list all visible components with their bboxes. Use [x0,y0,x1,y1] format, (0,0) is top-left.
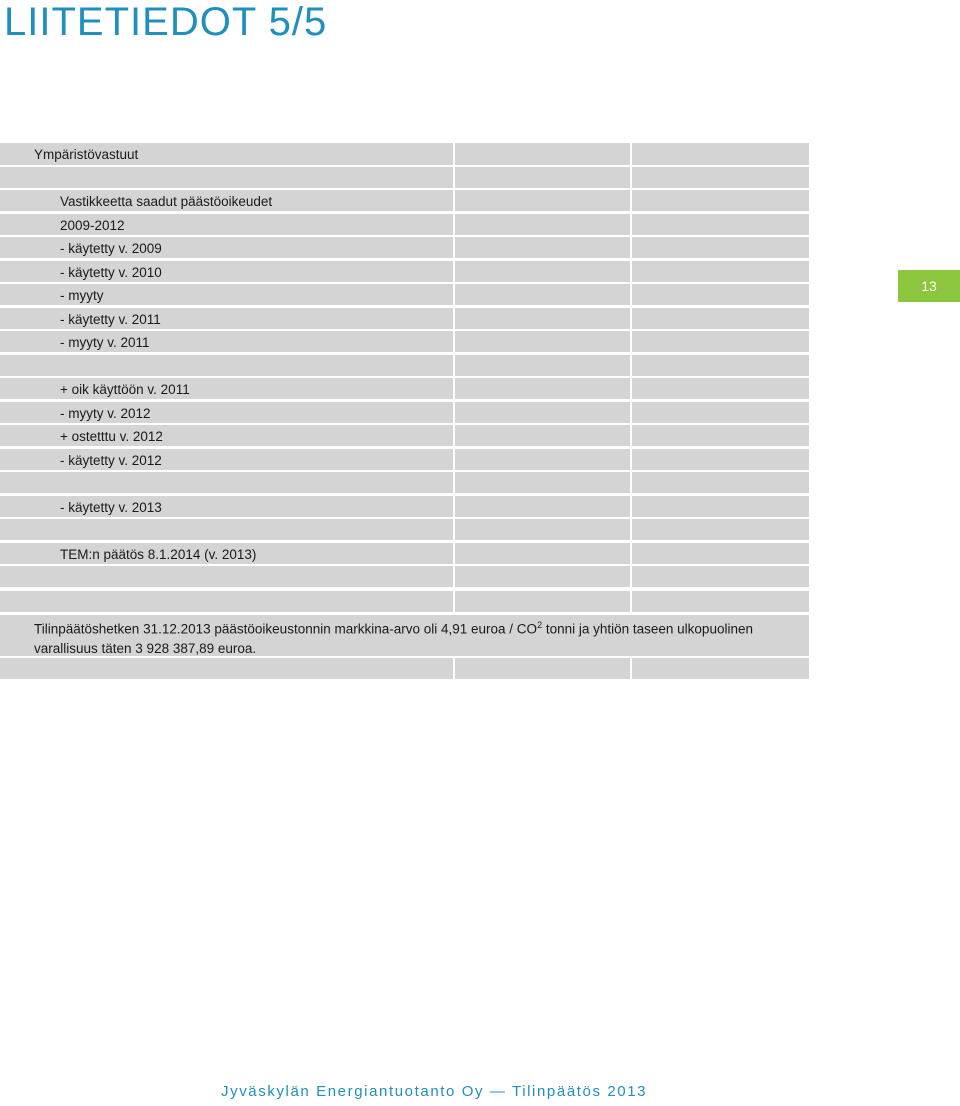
row-label: + ostetttu v. 2012 [60,429,163,444]
row-label: - käytetty v. 2010 [60,264,162,280]
row-label: 2009-2012 [60,217,125,233]
page-number-badge: 13 [898,270,960,302]
footnote-text: Tilinpäätöshetken 31.12.2013 päästöoikeustonnin markkina-arvo oli 4,91 euroa / $CO^2$ tonni ja yhtiön taseen ulkopuolinen varallisuus täten 3 928 387,89 euroa. [34,620,753,656]
row-label: - käytetty v. 2013 [60,499,162,515]
row-label: - myyty [60,288,104,303]
page-title: LIITETIEDOT 5/5 [4,0,328,44]
row-label: - käytetty v. 2012 [60,452,162,468]
row-label: - myyty v. 2012 [60,405,151,421]
row-label: Vastikkeetta saadut päästöoikeudet [60,194,273,209]
section-title: Ympäristövastuut [34,147,139,162]
row-label: + oik käyttöön v. 2011 [60,382,190,397]
row-label: - käytetty v. 2009 [60,241,162,256]
row-label: - käytetty v. 2011 [60,311,161,327]
row-label: TEM:n päätös 8.1.2014 (v. 2013) [60,546,257,562]
page-footer: Jyväskylän Energiantuotanto Oy — Tilinpäätös 2013 [221,1083,648,1100]
row-label: - myyty v. 2011 [60,335,150,350]
